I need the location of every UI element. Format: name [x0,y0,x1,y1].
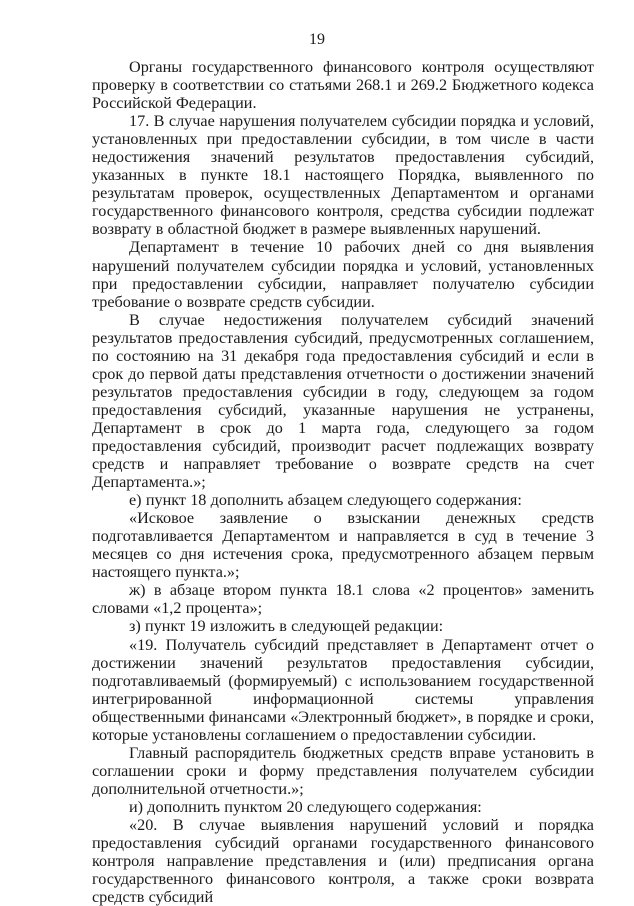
paragraph: «19. Получатель субсидий представляет в Департамент отчет о достижении значений результатов предоставления субсидии, подготавливаемый (формируемый) с использованием государственной интегрированной информационной системы управления общественными финансами «Электронный бюджет», в порядке и сроки, которые установлены соглашением о предоставлении субсидии. [92,635,594,744]
paragraph: ж) в абзаце втором пункта 18.1 слова «2 процентов» заменить словами «1,2 процента»; [92,581,594,618]
paragraph: 17. В случае нарушения получателем субсидии порядка и условий, установленных при предоставлении субсидии, в том числе в части недостижения значений результатов предоставления субсидий, указанных в пункте 18.1 настоящего Порядка, выявленного по результатам проверок, осуществленных Департаментом и органами государственного финансового контроля, средства субсидии подлежат возврату в областной бюджет в размере выявленных нарушений. [92,112,594,239]
document-body [92,58,594,906]
paragraph: Органы государственного финансового контроля осуществляют проверку в соответствии со статьями 268.1 и 269.2 Бюджетного кодекса Российской Федерации. [92,58,594,113]
paragraph: е) пункт 18 дополнить абзацем следующего содержания: [129,491,522,510]
paragraph: з) пункт 19 изложить в следующей редакции: [129,617,444,636]
paragraph: «20. В случае выявления нарушений условий и порядка предоставления субсидий органами государственного финансового контроля направление представления и (или) предписания органа государственного финансового контроля, а также сроки возврата средств субсидий [92,815,594,906]
paragraph: В случае недостижения получателем субсидий значений результатов предоставления субсидий, предусмотренных соглашением, по состоянию на 31 декабря года предоставления субсидий и если в срок до первой даты представления отчетности о достижении значений результатов предоставления субсидии в году, следующем за годом предоставления субсидий, указанные нарушения не устранены, Департамент в срок до 1 марта года, следующего за годом предоставления субсидий, производит расчет подлежащих возврату средств и направляет требование о возврате средств на счет Департамента.»; [92,310,594,492]
paragraph: «Исковое заявление о взыскании денежных средств подготавливается Департаментом и направляется в суд в течение 3 месяцев со дня истечения срока, предусмотренного абзацем первым настоящего пункта.»; [92,509,594,582]
paragraph: Департамент в течение 10 рабочих дней со дня выявления нарушений получателем субсидии порядка и условий, установленных при предоставлении субсидии, направляет получателю субсидии требование о возврате средств субсидии. [92,238,594,311]
paragraph: Главный распорядитель бюджетных средств вправе установить в соглашении сроки и форму представления получателем субсидии дополнительной отчетности.»; [92,743,594,798]
paragraph: и) дополнить пунктом 20 следующего содержания: [129,797,482,816]
page-number: 19 [309,31,325,48]
